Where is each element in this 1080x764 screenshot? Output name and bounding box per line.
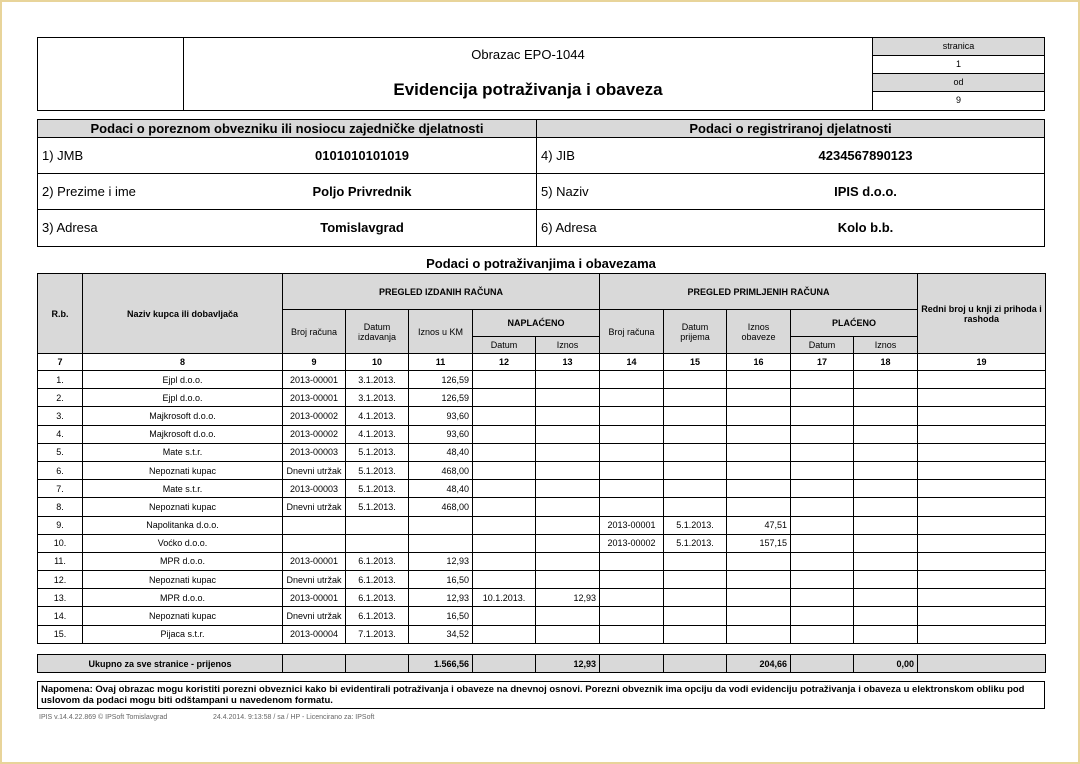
table-cell: 8. — [38, 498, 83, 516]
table-cell: 3.1.2013. — [346, 389, 409, 407]
totals-table — [37, 654, 1046, 673]
table-cell — [600, 461, 664, 479]
column-number: 7 — [38, 354, 83, 371]
table-cell — [600, 552, 664, 570]
table-cell — [918, 607, 1046, 625]
footer-software: IPIS v.14.4.22.869 © IPSoft Tomislavgrad — [39, 714, 168, 721]
column-number-row — [38, 354, 1046, 371]
table-cell — [727, 443, 791, 461]
table-cell: Voćko d.o.o. — [83, 534, 283, 552]
table-cell — [536, 407, 600, 425]
table-cell: 2013-00002 — [283, 407, 346, 425]
table-cell: 6.1.2013. — [346, 607, 409, 625]
col-header-datum-prijema: Datum prijema — [664, 310, 727, 354]
column-number: 9 — [283, 354, 346, 371]
header-logo-area — [38, 38, 184, 110]
table-cell: 12,93 — [536, 589, 600, 607]
totals-label: Ukupno za sve stranice - prijenos — [38, 655, 283, 673]
table-cell — [473, 516, 536, 534]
table-cell: 10. — [38, 534, 83, 552]
table-cell — [727, 552, 791, 570]
col-header-redni-broj: Redni broj u knji zi prihoda i rashoda — [918, 274, 1046, 354]
col-header-iznos-obaveze: Iznos obaveze — [727, 310, 791, 354]
table-cell — [536, 443, 600, 461]
field-value: 4234567890123 — [818, 148, 913, 163]
table-cell — [664, 625, 727, 643]
table-cell — [918, 480, 1046, 498]
table-cell — [791, 625, 854, 643]
table-cell — [854, 589, 918, 607]
table-cell: 2013-00001 — [283, 389, 346, 407]
table-cell: 5.1.2013. — [664, 516, 727, 534]
totals-cell — [664, 655, 727, 673]
table-row — [38, 625, 1046, 643]
group-header-primljeni: PREGLED PRIMLJENIH RAČUNA — [600, 274, 918, 310]
table-cell — [473, 552, 536, 570]
table-row — [38, 534, 1046, 552]
records-table — [37, 273, 1046, 644]
table-cell — [536, 552, 600, 570]
table-cell — [791, 589, 854, 607]
table-cell — [473, 480, 536, 498]
totals-cell — [346, 655, 409, 673]
table-cell — [600, 625, 664, 643]
col-header-broj-racuna-primljeni: Broj računa — [600, 310, 664, 354]
page-title: Evidencija potraživanja i obaveza — [393, 80, 663, 99]
totals-cell: 204,66 — [727, 655, 791, 673]
table-cell — [918, 407, 1046, 425]
table-cell: Nepoznati kupac — [83, 498, 283, 516]
table-cell — [664, 425, 727, 443]
table-cell — [791, 443, 854, 461]
table-cell: Ejpl d.o.o. — [83, 389, 283, 407]
table-cell: 48,40 — [409, 443, 473, 461]
table-cell — [727, 461, 791, 479]
table-cell: 157,15 — [727, 534, 791, 552]
table-cell — [664, 571, 727, 589]
table-cell — [664, 607, 727, 625]
table-cell — [600, 607, 664, 625]
table-cell — [918, 371, 1046, 389]
column-number: 17 — [791, 354, 854, 371]
field-value: IPIS d.o.o. — [834, 184, 897, 199]
table-cell: 3. — [38, 407, 83, 425]
col-header-naplaceno-datum: Datum — [473, 337, 536, 354]
totals-cell: 12,93 — [536, 655, 600, 673]
col-header-placeno-datum: Datum — [791, 337, 854, 354]
table-cell — [727, 480, 791, 498]
table-cell — [473, 407, 536, 425]
table-cell — [918, 443, 1046, 461]
table-cell: 2013-00004 — [283, 625, 346, 643]
business-right — [537, 120, 1044, 246]
col-header-rb: R.b. — [38, 274, 83, 354]
table-row — [38, 571, 1046, 589]
table-cell: MPR d.o.o. — [83, 552, 283, 570]
page-counter — [873, 38, 1044, 110]
page-of-label: od — [873, 74, 1044, 92]
table-cell: Majkrosoft d.o.o. — [83, 425, 283, 443]
table-row — [38, 389, 1046, 407]
totals-cell — [473, 655, 536, 673]
table-cell — [536, 425, 600, 443]
table-cell — [918, 625, 1046, 643]
table-cell — [600, 425, 664, 443]
table-cell — [791, 425, 854, 443]
table-cell: 2013-00001 — [283, 552, 346, 570]
table-cell — [664, 461, 727, 479]
table-cell — [600, 498, 664, 516]
table-cell: 16,50 — [409, 571, 473, 589]
table-cell — [727, 607, 791, 625]
table-cell — [409, 516, 473, 534]
table-cell: 14. — [38, 607, 83, 625]
taxpayer-row-jmb — [38, 138, 536, 174]
table-cell — [600, 571, 664, 589]
table-cell — [854, 607, 918, 625]
table-cell — [791, 480, 854, 498]
column-number: 19 — [918, 354, 1046, 371]
table-cell — [791, 371, 854, 389]
table-cell: 5.1.2013. — [346, 443, 409, 461]
col-header-iznos-km: Iznos u KM — [409, 310, 473, 354]
table-cell — [854, 371, 918, 389]
table-row — [38, 443, 1046, 461]
page-label: stranica — [873, 38, 1044, 56]
table-cell — [600, 407, 664, 425]
table-row — [38, 607, 1046, 625]
table-cell — [473, 425, 536, 443]
table-row — [38, 371, 1046, 389]
section-title: Podaci o potraživanjima i obavezama — [426, 256, 656, 271]
table-cell — [727, 407, 791, 425]
table-cell — [791, 552, 854, 570]
table-cell — [791, 571, 854, 589]
table-cell — [600, 589, 664, 607]
table-cell: 126,59 — [409, 371, 473, 389]
table-row — [38, 461, 1046, 479]
table-cell — [346, 534, 409, 552]
table-cell: Dnevni utržak — [283, 498, 346, 516]
business-row-jib — [537, 138, 1044, 174]
table-cell — [727, 371, 791, 389]
table-cell: 15. — [38, 625, 83, 643]
taxpayer-row-name — [38, 174, 536, 210]
table-cell — [791, 461, 854, 479]
table-cell — [727, 498, 791, 516]
table-cell — [791, 534, 854, 552]
table-cell — [791, 607, 854, 625]
taxpayer-left — [38, 120, 537, 246]
table-cell — [918, 461, 1046, 479]
table-cell — [854, 534, 918, 552]
taxpayer-heading: Podaci o poreznom obvezniku ili nosiocu zajedničke djelatnosti — [38, 120, 536, 138]
table-cell — [664, 589, 727, 607]
table-cell: 6.1.2013. — [346, 552, 409, 570]
table-cell: 5. — [38, 443, 83, 461]
table-cell — [791, 407, 854, 425]
table-cell — [536, 516, 600, 534]
table-cell: 4. — [38, 425, 83, 443]
table-cell: 2013-00001 — [283, 589, 346, 607]
table-cell — [473, 371, 536, 389]
table-cell: 4.1.2013. — [346, 407, 409, 425]
table-cell — [600, 371, 664, 389]
table-cell: 34,52 — [409, 625, 473, 643]
table-cell — [473, 625, 536, 643]
field-label: 1) JMB — [42, 148, 84, 163]
taxpayer-row-address — [38, 210, 536, 246]
footer-timestamp: 24.4.2014. 9:13:58 / sa / HP - Licencirano za: IPSoft — [213, 714, 375, 721]
table-cell — [536, 571, 600, 589]
table-cell: 2013-00002 — [283, 425, 346, 443]
table-cell — [854, 571, 918, 589]
table-cell: 9. — [38, 516, 83, 534]
table-cell: Dnevni utržak — [283, 461, 346, 479]
business-heading: Podaci o registriranoj djelatnosti — [537, 120, 1044, 138]
column-number: 13 — [536, 354, 600, 371]
table-cell: Pijaca s.t.r. — [83, 625, 283, 643]
table-cell: 12,93 — [409, 589, 473, 607]
group-header-naplaceno: NAPLAĆENO — [473, 310, 600, 337]
column-number: 12 — [473, 354, 536, 371]
field-label: 4) JIB — [541, 148, 575, 163]
table-cell: 11. — [38, 552, 83, 570]
table-cell: 5.1.2013. — [346, 480, 409, 498]
form-label: Obrazac EPO-1044 — [471, 47, 585, 62]
table-cell — [473, 389, 536, 407]
table-cell — [536, 389, 600, 407]
table-cell — [918, 389, 1046, 407]
table-cell — [854, 516, 918, 534]
page-current: 1 — [873, 56, 1044, 74]
col-header-naplaceno-iznos: Iznos — [536, 337, 600, 354]
col-header-datum-izdavanja: Datum izdavanja — [346, 310, 409, 354]
table-cell — [918, 571, 1046, 589]
table-cell: 2. — [38, 389, 83, 407]
table-cell — [536, 461, 600, 479]
field-value: Kolo b.b. — [837, 220, 894, 235]
totals-cell — [918, 655, 1046, 673]
table-cell — [854, 461, 918, 479]
column-number: 18 — [854, 354, 918, 371]
totals-cell — [791, 655, 854, 673]
table-cell — [283, 516, 346, 534]
table-cell — [918, 534, 1046, 552]
table-cell — [473, 571, 536, 589]
table-cell — [918, 589, 1046, 607]
table-row — [38, 480, 1046, 498]
table-cell: 10.1.2013. — [473, 589, 536, 607]
table-cell: 6.1.2013. — [346, 571, 409, 589]
table-cell — [664, 480, 727, 498]
column-number: 8 — [83, 354, 283, 371]
table-cell: Dnevni utržak — [283, 607, 346, 625]
table-cell — [664, 389, 727, 407]
field-value: Tomislavgrad — [320, 220, 404, 235]
table-cell: 1. — [38, 371, 83, 389]
header-title-area — [184, 38, 873, 110]
table-cell: 4.1.2013. — [346, 425, 409, 443]
table-cell — [854, 480, 918, 498]
business-row-address — [537, 210, 1044, 246]
table-cell — [664, 407, 727, 425]
note-text: Napomena: Ovaj obrazac mogu koristiti porezni obveznici kako bi evidentirali potraživanja i obaveze na dnevnoj osnovi. Porezni obveznik ima opciju da vodi evidenciju potraživanja i obaveza u elektronskom obliku pod uslovom da podaci mogu biti odštampani u navedenom formatu. — [37, 681, 1045, 709]
table-cell — [536, 625, 600, 643]
table-cell: 6.1.2013. — [346, 589, 409, 607]
field-value: Poljo Privrednik — [312, 184, 412, 199]
table-cell: 16,50 — [409, 607, 473, 625]
table-cell: Dnevni utržak — [283, 571, 346, 589]
table-cell: Ejpl d.o.o. — [83, 371, 283, 389]
table-row — [38, 498, 1046, 516]
group-header-placeno: PLAĆENO — [791, 310, 918, 337]
table-cell — [791, 389, 854, 407]
table-cell: Mate s.t.r. — [83, 480, 283, 498]
table-cell — [918, 498, 1046, 516]
table-cell — [854, 625, 918, 643]
group-header-izdani: PREGLED IZDANIH RAČUNA — [283, 274, 600, 310]
records-body — [38, 371, 1046, 644]
table-cell — [727, 571, 791, 589]
table-cell — [473, 534, 536, 552]
table-row — [38, 516, 1046, 534]
table-cell: 6. — [38, 461, 83, 479]
column-number: 15 — [664, 354, 727, 371]
table-cell — [791, 498, 854, 516]
table-cell — [409, 534, 473, 552]
col-header-broj-racuna: Broj računa — [283, 310, 346, 354]
table-cell: 468,00 — [409, 461, 473, 479]
table-cell: MPR d.o.o. — [83, 589, 283, 607]
table-cell — [854, 389, 918, 407]
business-row-name — [537, 174, 1044, 210]
totals-cell — [283, 655, 346, 673]
table-cell — [664, 443, 727, 461]
table-cell — [918, 516, 1046, 534]
table-cell: 47,51 — [727, 516, 791, 534]
table-row — [38, 552, 1046, 570]
field-label: 2) Prezime i ime — [42, 184, 136, 199]
table-cell — [727, 389, 791, 407]
table-cell: 93,60 — [409, 425, 473, 443]
field-label: 3) Adresa — [42, 220, 98, 235]
form-header — [37, 37, 1045, 111]
table-cell: 12. — [38, 571, 83, 589]
table-cell — [918, 552, 1046, 570]
table-cell — [346, 516, 409, 534]
table-cell — [283, 534, 346, 552]
table-cell — [664, 552, 727, 570]
table-cell — [473, 607, 536, 625]
table-cell: 93,60 — [409, 407, 473, 425]
table-cell — [536, 607, 600, 625]
table-cell: Nepoznati kupac — [83, 607, 283, 625]
col-header-placeno-iznos: Iznos — [854, 337, 918, 354]
table-cell — [854, 425, 918, 443]
table-cell — [536, 480, 600, 498]
field-value: 0101010101019 — [315, 148, 409, 163]
table-cell: 48,40 — [409, 480, 473, 498]
table-cell: Nepoznati kupac — [83, 461, 283, 479]
field-label: 5) Naziv — [541, 184, 589, 199]
table-cell: 13. — [38, 589, 83, 607]
table-cell: Napolitanka d.o.o. — [83, 516, 283, 534]
table-cell — [727, 589, 791, 607]
column-number: 11 — [409, 354, 473, 371]
col-header-naziv: Naziv kupca ili dobavljača — [83, 274, 283, 354]
table-row — [38, 425, 1046, 443]
table-cell — [473, 498, 536, 516]
table-cell: 2013-00003 — [283, 443, 346, 461]
table-cell: 126,59 — [409, 389, 473, 407]
table-cell — [854, 407, 918, 425]
table-cell: 7.1.2013. — [346, 625, 409, 643]
table-cell — [664, 498, 727, 516]
totals-row — [38, 655, 1046, 673]
table-cell — [600, 389, 664, 407]
table-cell — [854, 443, 918, 461]
table-cell — [536, 498, 600, 516]
page-total: 9 — [955, 95, 961, 105]
table-cell: 2013-00001 — [283, 371, 346, 389]
table-cell: 3.1.2013. — [346, 371, 409, 389]
table-cell — [536, 371, 600, 389]
table-cell — [600, 480, 664, 498]
table-cell — [854, 552, 918, 570]
table-cell: 2013-00003 — [283, 480, 346, 498]
table-cell: 468,00 — [409, 498, 473, 516]
table-cell: Majkrosoft d.o.o. — [83, 407, 283, 425]
table-cell — [727, 625, 791, 643]
table-cell — [727, 425, 791, 443]
column-number: 14 — [600, 354, 664, 371]
table-cell: 2013-00001 — [600, 516, 664, 534]
table-cell — [536, 534, 600, 552]
table-cell — [791, 516, 854, 534]
table-cell: Nepoznati kupac — [83, 571, 283, 589]
totals-cell: 1.566,56 — [409, 655, 473, 673]
table-row — [38, 589, 1046, 607]
table-cell: Mate s.t.r. — [83, 443, 283, 461]
table-cell — [854, 498, 918, 516]
table-cell — [473, 443, 536, 461]
totals-cell — [600, 655, 664, 673]
table-cell: 5.1.2013. — [346, 461, 409, 479]
table-cell — [600, 443, 664, 461]
table-cell: 12,93 — [409, 552, 473, 570]
table-cell: 2013-00002 — [600, 534, 664, 552]
table-cell — [918, 425, 1046, 443]
taxpayer-section — [37, 119, 1045, 247]
table-row — [38, 407, 1046, 425]
column-number: 10 — [346, 354, 409, 371]
field-label: 6) Adresa — [541, 220, 597, 235]
table-cell: 5.1.2013. — [346, 498, 409, 516]
table-cell: 7. — [38, 480, 83, 498]
totals-cell: 0,00 — [854, 655, 918, 673]
table-cell: 5.1.2013. — [664, 534, 727, 552]
table-cell — [473, 461, 536, 479]
table-cell — [664, 371, 727, 389]
column-number: 16 — [727, 354, 791, 371]
